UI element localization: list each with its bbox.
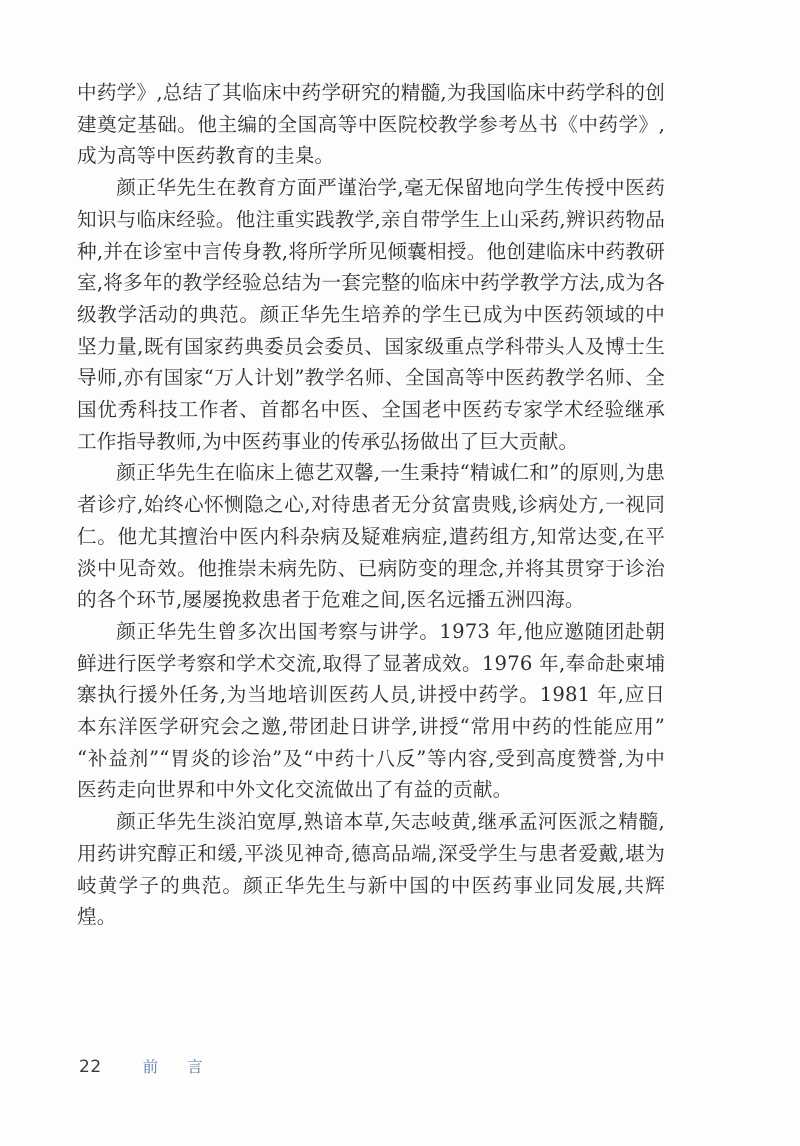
page-footer: [79, 1055, 719, 1077]
paragraph: 颜正华先生淡泊宽厚,熟谙本草,矢志岐黄,继承孟河医派之精髓,用药讲究醇正和缓,平淡见神奇,德高品端,深受学生与患者爱戴,堪为岐黄学子的典范。颜正华先生与新中国的中医药事业同发展,共辉煌。: [77, 810, 665, 929]
page-number: 22: [79, 1057, 102, 1077]
paragraph: 颜正华先生曾多次出国考察与讲学。1973 年,他应邀随团赴朝鲜进行医学考察和学术交流,取得了显著成效。1976 年,奉命赴柬埔寨执行援外任务,为当地培训医药人员,讲授中药学。1981 年,应日本东洋医学研究会之邀,带团赴日讲学,讲授“常用中药的性能应用”“补益剂”“胃炎的诊治”及“中药十八反”等内容,受到高度赞誉,为中医药走向世界和中外文化交流做出了有益的贡献。: [77, 619, 665, 802]
footer-section-title: 前言: [142, 1058, 232, 1076]
paragraph: 中药学》,总结了其临床中药学研究的精髓,为我国临床中药学科的创建奠定基础。他主编的全国高等中医院校教学参考丛书《中药学》,成为高等中医药教育的圭臬。: [77, 81, 665, 168]
preface-body-text: [77, 77, 665, 933]
paragraph: 颜正华先生在教育方面严谨治学,毫无保留地向学生传授中医药知识与临床经验。他注重实践教学,亲自带学生上山采药,辨识药物品种,并在诊室中言传身教,将所学所见倾囊相授。他创建临床中药教研室,将多年的教学经验总结为一套完整的临床中药学教学方法,成为各级教学活动的典范。颜正华先生培养的学生已成为中医药领域的中坚力量,既有国家药典委员会委员、国家级重点学科带头人及博士生导师,亦有国家“万人计划”教学名师、全国高等中医药教学名师、全国优秀科技工作者、首都名中医、全国老中医药专家学术经验继承工作指导教师,为中医药事业的传承弘扬做出了巨大贡献。: [77, 176, 665, 453]
paragraph: 颜正华先生在临床上德艺双馨,一生秉持“精诚仁和”的原则,为患者诊疗,始终心怀恻隐之心,对待患者无分贫富贵贱,诊病处方,一视同仁。他尤其擅治中医内科杂病及疑难病症,遣药组方,知常达变,在平淡中见奇效。他推崇未病先防、已病防变的理念,并将其贯穿于诊治的各个环节,屡屡挽救患者于危难之间,医名远播五洲四海。: [77, 461, 665, 612]
